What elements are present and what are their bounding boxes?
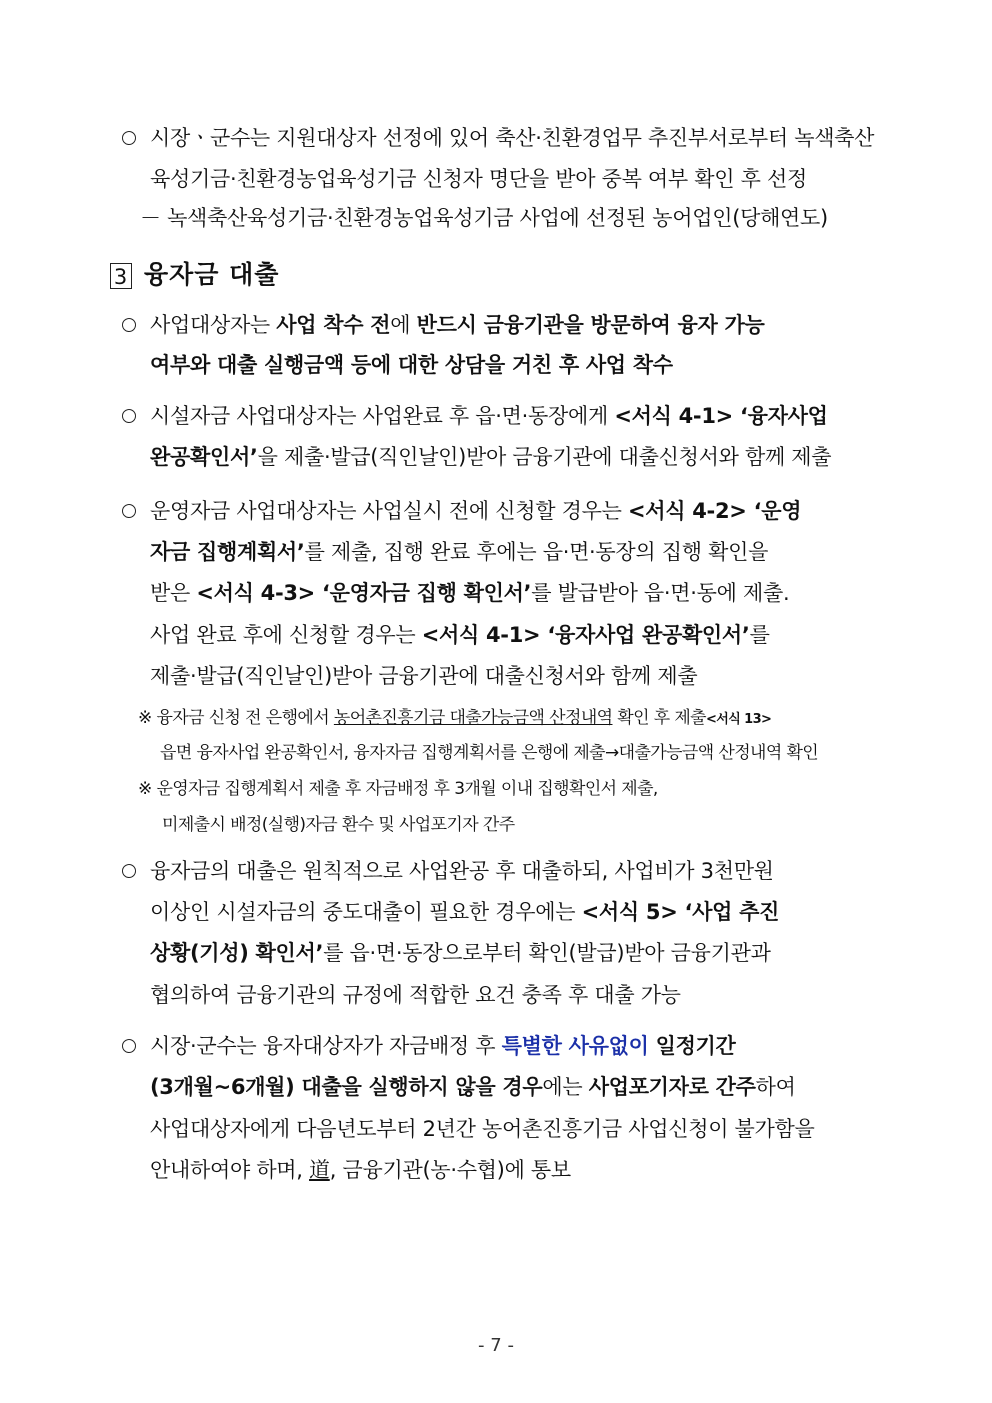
page-number: - 7 - <box>478 1335 514 1356</box>
p5-line3 <box>150 940 771 966</box>
text-run: 을 제출·발급(직인날인)받아 금융기관에 대출신청서와 함께 제출 <box>257 445 832 469</box>
text-run: 시설자금 사업대상자는 사업완료 후 읍·면·동장에게 <box>150 404 615 428</box>
text-run-emphasis: 다음년도부터 2년간 농어촌진흥기금 사업신청이 불가함을 <box>296 1117 815 1141</box>
text-run: 에는 <box>542 1075 589 1099</box>
note2-line1: ※ 운영자금 집행계획서 제출 후 자금배정 후 3개월 이내 집행확인서 제출, <box>138 779 658 799</box>
text-run: 사업 완료 후에 신청할 경우는 <box>150 623 422 647</box>
text-run: 하여야 하며, <box>189 1158 310 1182</box>
p4-line4 <box>150 622 770 648</box>
text-run-bold: 자금 집행계획서’ <box>150 540 305 564</box>
text-run: 에 <box>390 313 417 337</box>
bullet-circle-icon <box>122 864 136 878</box>
text-run-bold-blue: 특별한 사유없이 <box>501 1034 649 1058</box>
text-run-bold: 사업포기자로 간주 <box>588 1075 756 1099</box>
bullet-circle-icon <box>122 409 136 423</box>
text-run: 를 제출, 집행 완료 후에는 읍·면·동장의 집행 확인을 <box>304 540 769 564</box>
text-run: ※ 융자금 신청 전 은행에서 <box>138 708 334 728</box>
text-run: 를 읍·면·동장으로부터 확인(발급)받아 금융기관과 <box>323 941 771 965</box>
p3-line1 <box>150 403 828 429</box>
text-run-bold: <서식 13> <box>706 712 772 727</box>
p5-line2 <box>150 899 779 925</box>
p5-line4: 협의하여 금융기관의 규정에 적합한 요건 충족 후 대출 가능 <box>150 983 681 1007</box>
text-run: 를 <box>749 623 770 647</box>
text-run-bold: 일정기간 <box>648 1034 736 1058</box>
p6-line4 <box>150 1157 571 1183</box>
text-run: 를 발급받아 읍·면·동에 제출. <box>531 581 790 605</box>
note1-line2: 읍면 융자사업 완공확인서, 융자자금 집행계획서를 은행에 제출→대출가능금액 산정내역 확인 <box>160 743 819 763</box>
bullet-circle-icon <box>122 131 136 145</box>
p4-line5: 제출·발급(직인날인)받아 금융기관에 대출신청서와 함께 제출 <box>150 664 698 688</box>
p1-line2: 육성기금·친환경농업육성기금 신청자 명단을 받아 중복 여부 확인 후 선정 <box>150 167 807 191</box>
text-run: 확인 후 제출 <box>612 708 707 728</box>
p4-line2 <box>150 539 768 565</box>
note2-line2: 미제출시 배정(실행)자금 환수 및 사업포기자 간주 <box>162 815 515 835</box>
p6-line1 <box>150 1033 736 1059</box>
p4-line3 <box>150 580 789 606</box>
text-run-bold: 반드시 금융기관을 방문하여 융자 가능 <box>416 313 765 337</box>
text-run-bold: <서식 4-1> ‘융자사업 <box>614 404 828 428</box>
p4-line1 <box>150 498 801 524</box>
text-run: 시장·군수는 융자대상자가 자금배정 후 <box>150 1034 502 1058</box>
text-run-bold: <서식 5> ‘사업 추진 <box>581 900 780 924</box>
text-run-bold: <서식 4-3> ‘운영자금 집행 확인서’ <box>196 581 532 605</box>
text-run-underline: 농어촌진흥기금 대출가능금액 산정내역 <box>333 708 613 728</box>
p1-subitem: － 녹색축산육성기금·친환경농업육성기금 사업에 선정된 농어업인(당해연도) <box>140 206 828 230</box>
p6-line2 <box>150 1074 796 1100</box>
p2-line2 <box>150 352 673 378</box>
text-run: 사업대상자에게 <box>150 1117 297 1141</box>
section-number: 3 <box>110 263 132 289</box>
text-run: , 금융기관(농·수협)에 통보 <box>329 1158 571 1182</box>
p5-line1: 융자금의 대출은 원칙적으로 사업완공 후 대출하되, 사업비가 3천만원 <box>150 859 774 883</box>
text-run: 안내 <box>150 1158 190 1182</box>
p2-line1 <box>150 312 764 338</box>
note1-line1 <box>138 705 771 733</box>
text-run-bold: 상황(기성) 확인서’ <box>150 941 324 965</box>
bullet-circle-icon <box>122 1039 136 1053</box>
text-run: 이상인 시설자금의 중도대출이 필요한 경우에는 <box>150 900 582 924</box>
text-run-bold: 사업 착수 전 <box>276 313 391 337</box>
text-run: 사업대상자는 <box>150 313 277 337</box>
section-heading <box>110 255 279 291</box>
text-run: 운영자금 사업대상자는 사업실시 전에 신청할 경우는 <box>150 499 628 523</box>
text-run: 하여 <box>755 1075 796 1099</box>
bullet-circle-icon <box>122 504 136 518</box>
text-run-underline: 道 <box>309 1158 330 1182</box>
p1-line1: 시장ㆍ군수는 지원대상자 선정에 있어 축산·친환경업무 추진부서로부터 녹색축산 <box>150 126 875 150</box>
text-run-bold: (3개월~6개월) 대출을 실행하지 않을 경우 <box>150 1075 543 1099</box>
section-title: 융자금 대출 <box>144 260 280 289</box>
text-run-bold: <서식 4-1> ‘융자사업 완공확인서’ <box>421 623 750 647</box>
bullet-circle-icon <box>122 318 136 332</box>
text-run-bold: 완공확인서’ <box>150 445 258 469</box>
p3-line2 <box>150 444 831 470</box>
p6-line3 <box>150 1116 815 1142</box>
text-run-bold: <서식 4-2> ‘운영 <box>627 499 802 523</box>
text-run-bold: 여부와 대출 실행금액 등에 대한 상담을 거친 후 사업 착수 <box>150 353 673 377</box>
text-run: 받은 <box>150 581 197 605</box>
